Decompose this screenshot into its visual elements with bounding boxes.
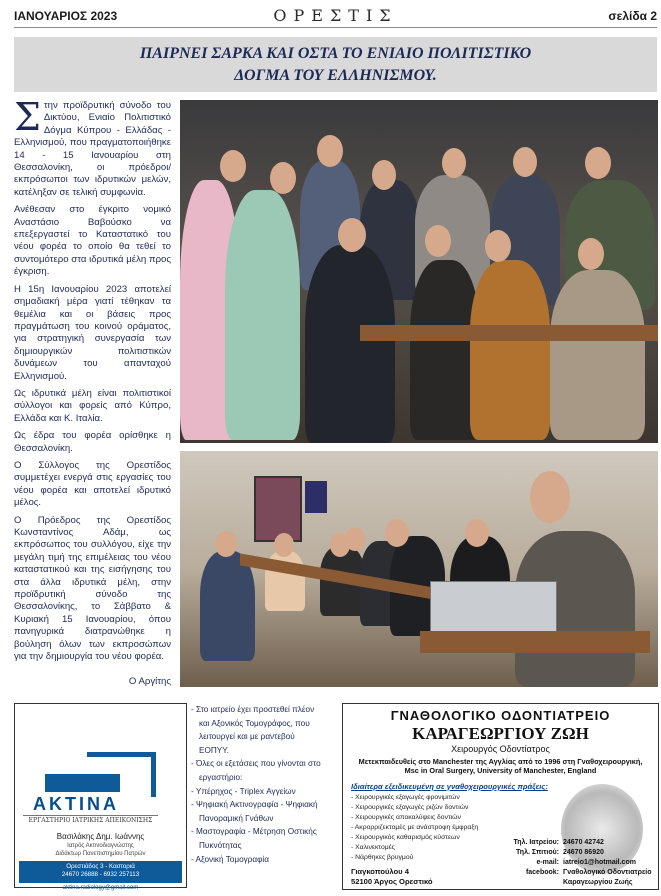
list-item: - Ακρορριζεκτομές με ανάστροφη έμφραξη [351,824,479,831]
aktina-phones: 24670 26888 - 6932 257113 [61,871,140,878]
masthead-title: ΟΡΕΣΤΙΣ [273,6,398,25]
paragraph-5: Ως έδρα του φορέα ορίσθηκε η Θεσσαλονίκη. [14,430,171,454]
dentist-name: ΚΑΡΑΓΕΩΡΓΙΟΥ ΖΩΗ [412,724,589,743]
article-headline [14,37,657,92]
service-line: Πυκνότητας [199,840,242,850]
specialty-heading: Ιδιαίτερα εξειδικευμένη σε γναθοχειρουργικές πράξεις: [351,782,548,791]
aktina-email: aktina.radiology@gmail.com [62,885,139,891]
city: 52100 Άργος Ορεστικό [351,877,433,886]
page-number: σελίδα 2 [608,9,657,23]
drop-cap: Σ [14,95,41,139]
procedure-list [351,793,478,863]
issue-month: ΙΑΝΟΥΑΡΙΟΣ 2023 [14,9,118,23]
contact-values [563,838,652,888]
service-line: - Υπέρηχος - Triplex Αγγείων [191,786,296,796]
service-line: - Ψηφιακή Ακτινογραφία - Ψηφιακή [191,800,318,810]
aktina-address: Ορεστιάδος 3 - Καστοριά [66,863,135,870]
dentist-role: Χειρουργός Οδοντίατρος [451,744,550,754]
paragraph-1: Στην προϊδρυτική σύνοδο του Δικτύου, Ενιαίο Πολιτιστικό Δόγμα Κύπρου - Ελλάδας - Ελληνισμού, που πραγματοποιήθηκε 14 - 15 Ιανουαρίου στη Θεσσαλονίκη, οι πρόεδροι/εκπρόσωποι των ιδρυτικών μελών, κατέληξαν σε τελική συμφωνία. [14,95,171,198]
service-line: ΕΟΠΥΥ. [199,745,229,755]
radiology-services [191,703,336,888]
paragraph-6: Ο Σύλλογος της Ορεστίδος συμμετέχει ενεργά στις εργασίες του νέου φορέα και αποτελεί ιδρυτικό μέλος. [14,459,171,509]
dentist-msc: Msc in Oral Surgery, University of Manchester, England [404,766,597,775]
home-phone: 24670 86920 [563,849,604,856]
list-item: - Χειρουργικές εξαγωγές φρονιμιτών [351,794,460,801]
aktina-contact-box [19,861,182,883]
aktina-logo: ΑΚΤΙΝΑ [33,794,119,814]
group-photo [180,100,658,443]
service-line: - Όλες οι εξετάσεις που γίνονται στο [191,759,321,769]
page-header [14,6,657,28]
dental-advert [342,703,659,890]
dentist-qualifications: Μετεκπαιδευθείς στο Manchester της Αγγλίας από το 1996 στη Γναθοχειρουργική, [358,757,643,766]
headline-line-2: ΔΟΓΜΑ ΤΟΥ ΕΛΛΗΝΙΣΜΟΥ. [234,67,437,84]
aktina-subtitle: ΕΡΓΑΣΤΗΡΙΟ ΙΑΤΡΙΚΗΣ ΑΠΕΙΚΟΝΙΣΗΣ [23,815,158,824]
list-item: - Νάρθηκες βρυγμού [351,854,414,861]
paragraph-3: Η 15η Ιανουαρίου 2023 αποτελεί σημαδιακή μέρα γιατί τέθηκαν τα θεμέλια και οι βάσεις προς πραγμάτωση του κοινού οράματος, για στρατηγική συνεργασία των δημιουργικών πολιτιστικών δυνάμεων του απανταχού Ελληνισμού. [14,283,171,382]
list-item: - Χειρουργικός καθαρισμός κύστεων [351,834,460,841]
street: Γιαγκοπούλου 4 [351,867,409,876]
paragraph-4: Ως ιδρυτικά μέλη είναι πολιτιστικοί σύλλογοι και φορείς από Κύπρο, Ελλάδα και Κ. Ιταλία. [14,387,171,424]
list-item: - Χειρουργικές αποκαλύψεις δοντιών [351,814,461,821]
doctor-degree: Διδάκτωρ Πανεπιστημίου Πατρών [55,851,146,857]
paragraph-7: Ο Πρόεδρος της Ορεστίδος Κωνσταντίνος Αδάμ, ως εκπρόσωπος του συλλόγου, είχε την μεγάλη τιμή της επιμέλειας του νέου καταστατικού και της εισήγησης του στα άλλα ιδρυτικά μέλη, στην προϊδρυτική σύνοδο της Θεσσαλονίκης, το Σάββατο & Κυριακή 15 Ιανουαρίου, όπου πανηγυρικά διατρανώθηκε η βούληση όλων των εκπροσώπων για την δημιουργία του νέου φορέα. [14,514,171,663]
service-line: Πανοραμική Γνάθων [199,813,274,823]
dental-address [351,867,433,887]
article-body [14,95,171,668]
doctor-specialty: Ιατρός Ακτινοδιαγνώστης [67,843,134,849]
article-signature: Ο Αργίτης [128,676,171,687]
service-line: λειτουργεί και με ραντεβού [199,732,295,742]
paragraph-2: Ανέθεσαν στο έγκριτο νομικό Αναστάσιο Βαβούσκο να επεξεργαστεί το Καταστατικό του νέου φορέα το οποίο θα τεθεί το συντομότερο στα ιδρυτικά μέλη προς έγκριση. [14,204,171,278]
headline-line-1: ΠΑΙΡΝΕΙ ΣΑΡΚΑ ΚΑΙ ΟΣΤΑ ΤΟ ΕΝΙΑΙΟ ΠΟΛΙΤΙΣΤΙΚΟ [139,45,532,62]
service-line: εργαστήριο: [199,772,243,782]
meeting-photo [180,451,658,687]
aktina-advert [14,703,187,891]
contact-labels: Τηλ. Ιατρείου: Τηλ. Σπιτιού: e-mail: facebook: [513,839,559,876]
service-line: - Στο ιατρείο έχει προστεθεί πλέον [191,705,315,714]
dental-email: iatreio1@hotmail.com [563,859,636,866]
service-line: και Αξονικός Τομογράφος, που [199,718,310,728]
service-line: - Αξονική Τομογραφία [191,854,269,864]
list-item: - Χαλινεκτομές [351,844,395,851]
doctor-name: Βασιλάκης Δημ. Ιωάννης [56,832,145,841]
dental-heading: ΓΝΑΘΟΛΟΓΙΚΟ ΟΔΟΝΤΙΑΤΡΕΙΟ [390,708,611,723]
facebook-page-1: Γναθολογικό Οδοντιατρείο [563,869,652,876]
list-item: - Χειρουργικές εξαγωγές ριζών δοντιών [351,804,469,811]
service-line: - Μαστογραφία - Μέτρηση Οστικής [191,827,317,837]
facebook-page-2: Καραγεωργίου Ζωής [563,879,633,886]
header-rule [14,27,657,28]
office-phone: 24670 42742 [563,839,604,846]
